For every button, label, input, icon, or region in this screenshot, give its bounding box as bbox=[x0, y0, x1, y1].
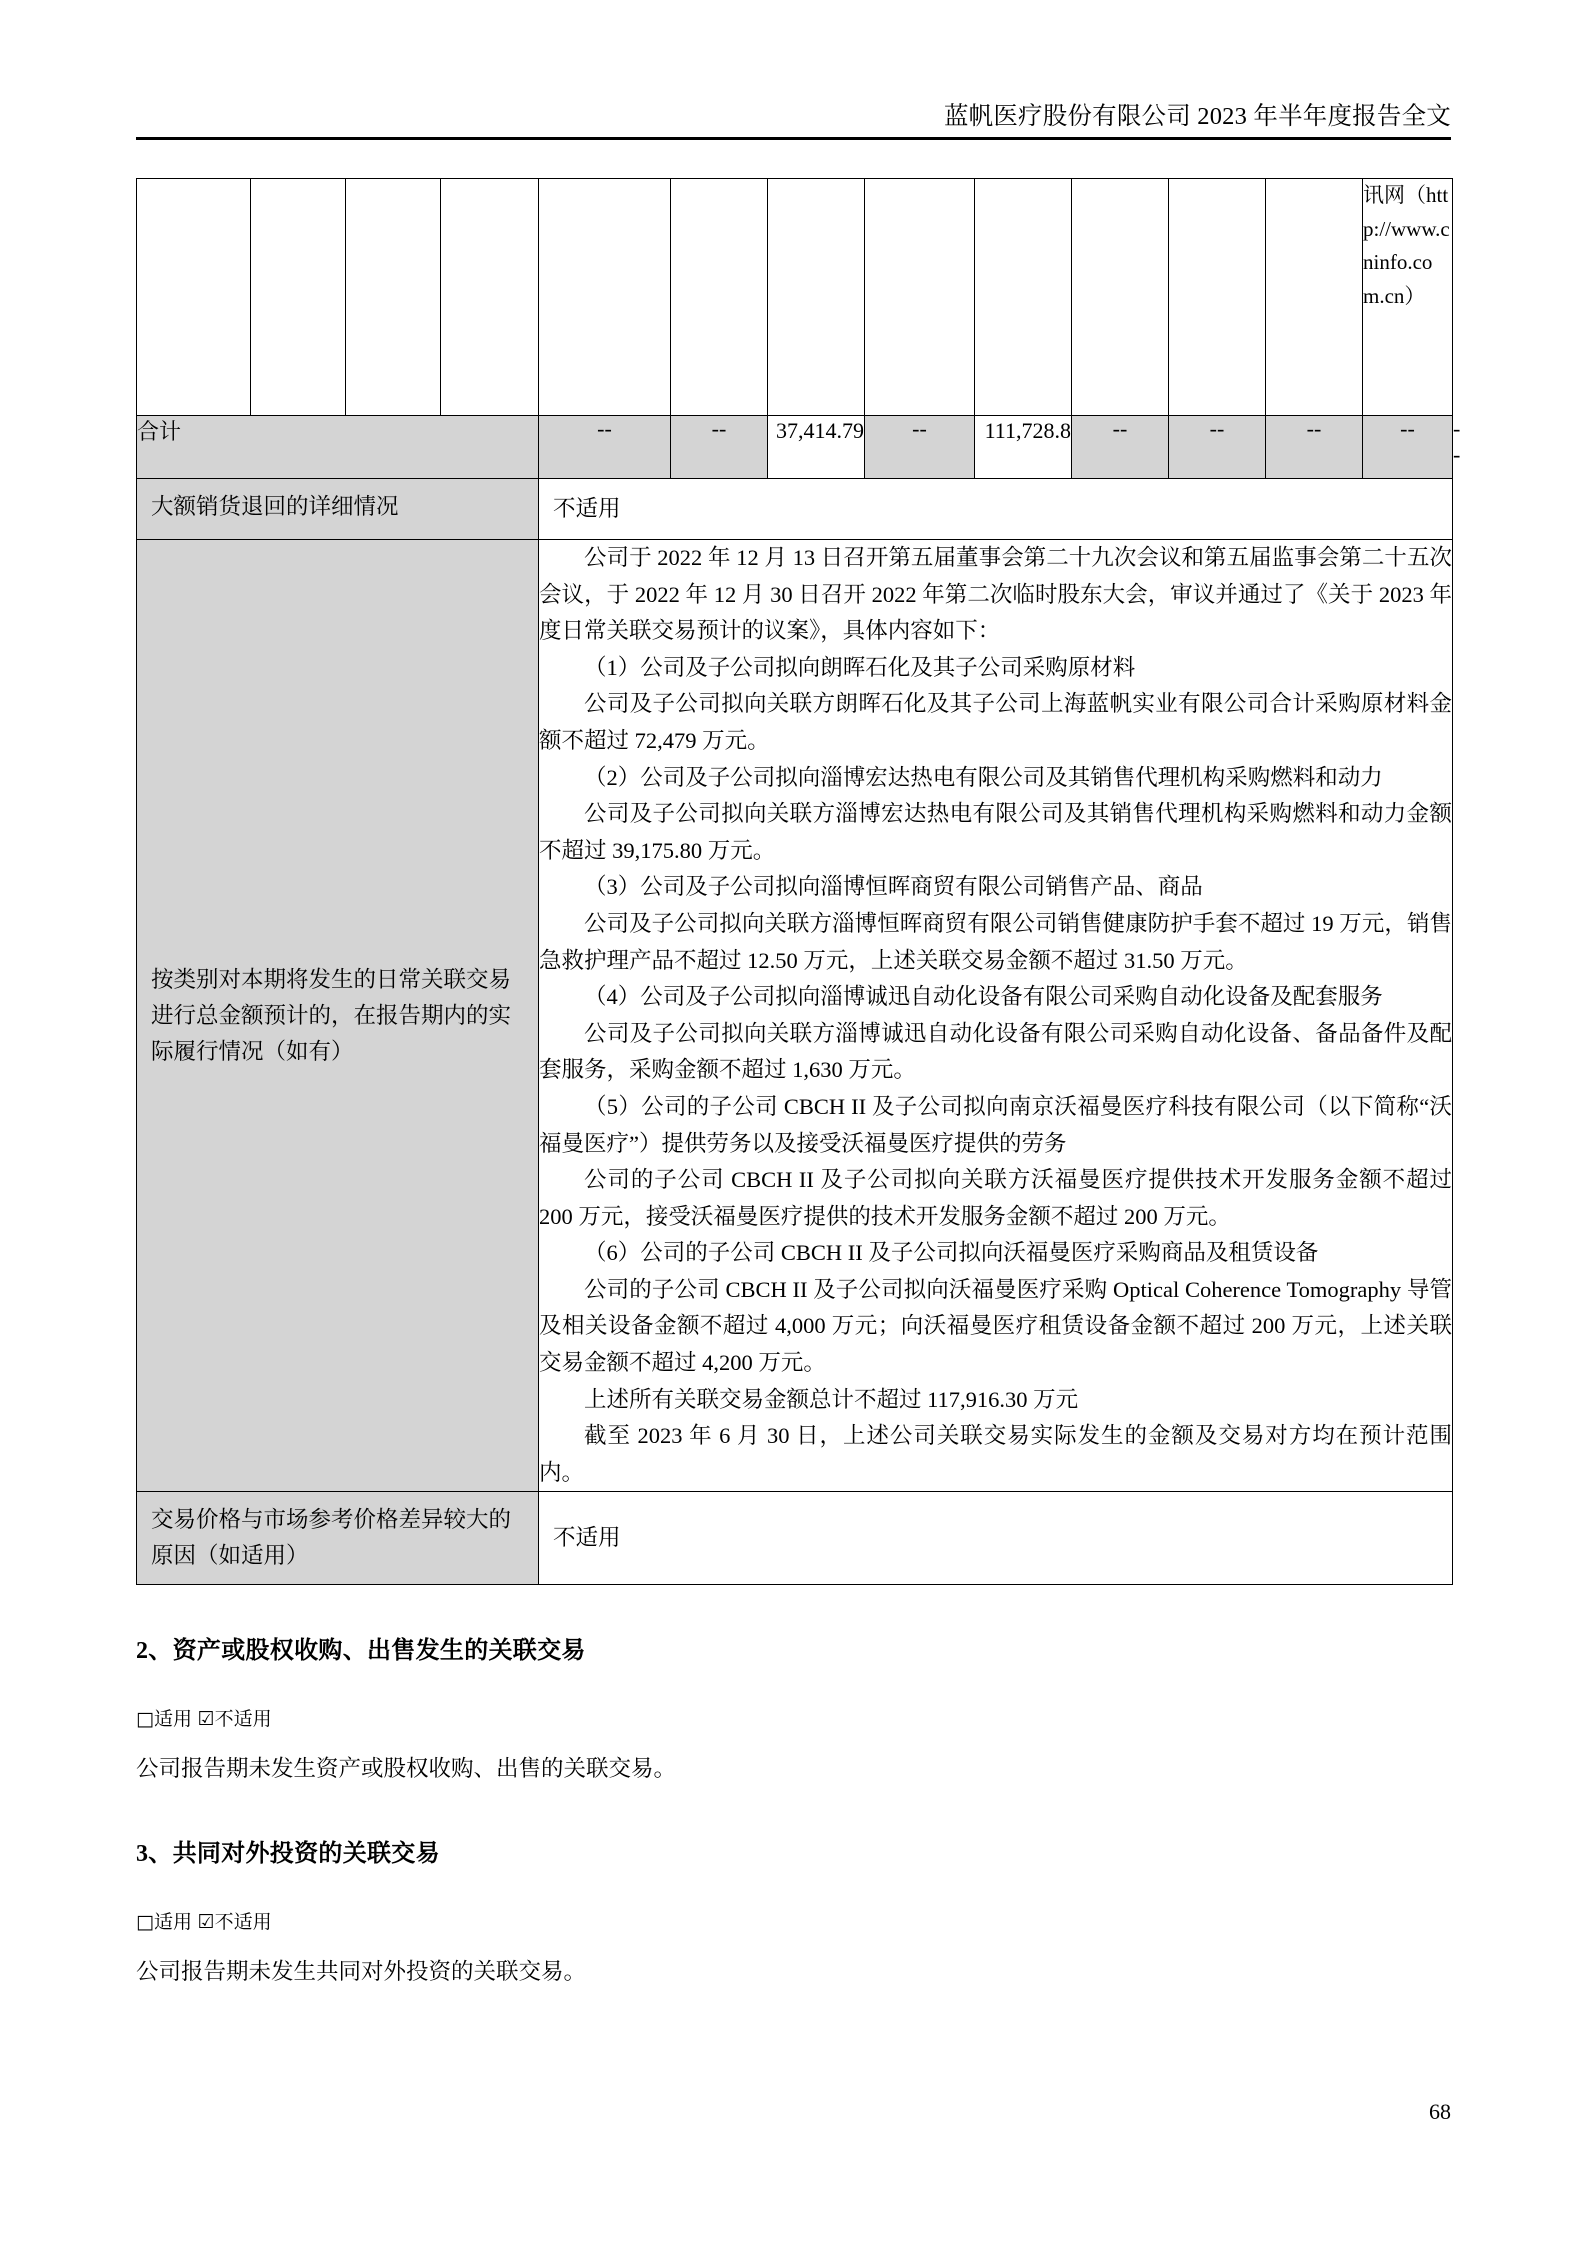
cell-total-label: 合计 bbox=[137, 416, 539, 479]
cell-total-3: -- bbox=[865, 416, 975, 479]
header-divider bbox=[136, 137, 1451, 140]
narrative-paragraph-13: 公司的子公司 CBCH II 及子公司拟向沃福曼医疗采购 Optical Coherence Tomography 导管及相关设备金额不超过 4,000 万元；向沃福曼医疗租赁设备金额不超过 200 万元，上述关联交易金额不超过 4,200 万元。 bbox=[539, 1276, 1452, 1376]
section-3-applicability bbox=[136, 1902, 1452, 1941]
page-header bbox=[136, 100, 1451, 150]
cell-continuation-4 bbox=[441, 179, 539, 416]
narrative-paragraph-8: （4）公司及子公司拟向淄博诚迅自动化设备有限公司采购自动化设备及配套服务 bbox=[584, 984, 1383, 1010]
page-content bbox=[136, 178, 1461, 1991]
cell-total-amount-2: 111,728.8 bbox=[975, 416, 1072, 479]
cell-total-2: -- bbox=[671, 416, 768, 479]
cell-price-difference-label bbox=[137, 1492, 539, 1585]
section-2-body: 公司报告期未发生资产或股权收购、出售的关联交易。 bbox=[136, 1756, 677, 1782]
price-difference-value-text: 不适用 bbox=[553, 1525, 621, 1551]
cell-disclosure-website-url: 讯网（http://www.cninfo.com.cn） bbox=[1363, 179, 1453, 416]
section-3-title: 3、共同对外投资的关联交易 bbox=[136, 1841, 440, 1868]
cell-total-1: -- bbox=[539, 416, 671, 479]
cell-total-5: -- bbox=[1169, 416, 1266, 479]
cell-continuation-2 bbox=[251, 179, 346, 416]
section-2-title: 2、资产或股权收购、出售发生的关联交易 bbox=[136, 1638, 586, 1665]
narrative-paragraph-10: （5）公司的子公司 CBCH II 及子公司拟向南京沃福曼医疗科技有限公司（以下简称“沃福曼医疗”）提供劳务以及接受沃福曼医疗提供的劳务 bbox=[539, 1093, 1452, 1156]
checkbox-applicable-unchecked-3[interactable]: □适用 bbox=[136, 1911, 192, 1934]
narrative-paragraph-12: （6）公司的子公司 CBCH II 及子公司拟向沃福曼医疗采购商品及租赁设备 bbox=[584, 1240, 1319, 1266]
narrative-paragraph-1: 公司于 2022 年 12 月 13 日召开第五届董事会第二十九次会议和第五届监事会第二十五次会议，于 2022 年 12 月 30 日召开 2022 年第二次临时股东大会，审议并通过了《关于 2023 年度日常关联交易预计的议案》，具体内容如下： bbox=[539, 545, 1452, 644]
cell-price-difference-value bbox=[539, 1492, 1453, 1585]
narrative-paragraph-11: 公司的子公司 CBCH II 及子公司拟向关联方沃福曼医疗提供技术开发服务金额不超过 200 万元，接受沃福曼医疗提供的技术开发服务金额不超过 200 万元。 bbox=[539, 1167, 1452, 1229]
table-row-estimate-performance bbox=[137, 540, 1453, 1492]
narrative-paragraph-2: （1）公司及子公司拟向朗晖石化及其子公司采购原材料 bbox=[584, 654, 1136, 680]
section-2-applicability bbox=[136, 1699, 1452, 1738]
section-joint-external-investment bbox=[136, 1834, 1452, 1991]
cell-continuation-11 bbox=[1169, 179, 1266, 416]
narrative-paragraph-4: （2）公司及子公司拟向淄博宏达热电有限公司及其销售代理机构采购燃料和动力 bbox=[584, 764, 1383, 790]
table-row-total: 合计 -- -- 37,414.79 -- 111,728.8 -- -- -- -- -- bbox=[137, 416, 1453, 479]
table-row-sales-return bbox=[137, 479, 1453, 540]
cell-continuation-10 bbox=[1072, 179, 1169, 416]
checkbox-not-applicable-checked-3[interactable]: ☑不适用 bbox=[197, 1911, 272, 1934]
page-number: 68 bbox=[1429, 2099, 1451, 2124]
narrative-paragraph-3: 公司及子公司拟向关联方朗晖石化及其子公司上海蓝帆实业有限公司合计采购原材料金额不超过 72,479 万元。 bbox=[539, 691, 1452, 753]
narrative-paragraph-6: （3）公司及子公司拟向淄博恒晖商贸有限公司销售产品、商品 bbox=[584, 874, 1203, 900]
related-party-transactions-table bbox=[136, 178, 1461, 1585]
table-row-continuation bbox=[137, 179, 1453, 416]
narrative-paragraph-5: 公司及子公司拟向关联方淄博宏达热电有限公司及其销售代理机构采购燃料和动力金额不超过 39,175.80 万元。 bbox=[539, 801, 1452, 863]
cell-estimate-performance-label bbox=[137, 540, 539, 1492]
section-asset-equity-acquisition bbox=[136, 1631, 1452, 1788]
cell-sales-return-label bbox=[137, 479, 539, 540]
cell-total-4: -- bbox=[1072, 416, 1169, 479]
narrative-paragraph-14: 上述所有关联交易金额总计不超过 117,916.30 万元 bbox=[584, 1386, 1079, 1412]
cell-total-6: -- bbox=[1266, 416, 1363, 479]
narrative-paragraph-9: 公司及子公司拟向关联方淄博诚迅自动化设备有限公司采购自动化设备、备品备件及配套服务，采购金额不超过 1,630 万元。 bbox=[539, 1020, 1452, 1083]
sales-return-value-text: 不适用 bbox=[553, 496, 621, 521]
cell-continuation-3 bbox=[346, 179, 441, 416]
section-3-body: 公司报告期未发生共同对外投资的关联交易。 bbox=[136, 1959, 587, 1985]
cell-continuation-12 bbox=[1266, 179, 1363, 416]
cell-continuation-7 bbox=[768, 179, 865, 416]
cell-continuation-5 bbox=[539, 179, 671, 416]
cell-continuation-9 bbox=[975, 179, 1072, 416]
cell-continuation-6 bbox=[671, 179, 768, 416]
estimate-performance-label-text: 按类别对本期将发生的日常关联交易进行总金额预计的，在报告期内的实际履行情况（如有） bbox=[151, 966, 512, 1064]
narrative-paragraph-7: 公司及子公司拟向关联方淄博恒晖商贸有限公司销售健康防护手套不超过 19 万元，销售急救护理产品不超过 12.50 万元，上述关联交易金额不超过 31.50 万元。 bbox=[539, 910, 1452, 973]
price-difference-label-text: 交易价格与市场参考价格差异较大的原因（如适用） bbox=[151, 1507, 512, 1569]
sales-return-label-text: 大额销货退回的详细情况 bbox=[151, 494, 399, 519]
cell-continuation-1 bbox=[137, 179, 251, 416]
page-header-title: 蓝帆医疗股份有限公司 2023 年半年度报告全文 bbox=[943, 103, 1451, 130]
cell-total-amount-1: 37,414.79 bbox=[768, 416, 865, 479]
narrative-paragraph-15: 截至 2023 年 6 月 30 日，上述公司关联交易实际发生的金额及交易对方均在预计范围内。 bbox=[539, 1423, 1452, 1485]
table-row-price-difference bbox=[137, 1492, 1453, 1585]
cell-sales-return-value bbox=[539, 479, 1453, 540]
checkbox-not-applicable-checked-2[interactable]: ☑不适用 bbox=[197, 1708, 272, 1731]
cell-estimate-performance-body bbox=[539, 540, 1453, 1492]
cell-total-7: -- bbox=[1363, 416, 1453, 479]
cell-continuation-8 bbox=[865, 179, 975, 416]
checkbox-applicable-unchecked-2[interactable]: □适用 bbox=[136, 1708, 192, 1731]
